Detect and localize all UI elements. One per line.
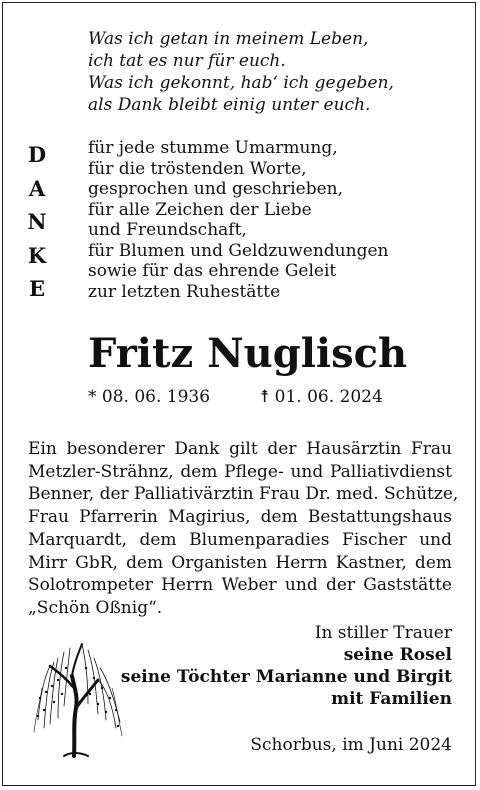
thanks-line: für jede stumme Umarmung, — [88, 138, 338, 158]
birth-date: * 08. 06. 1936 — [88, 387, 211, 407]
special-line: Frau Pfarrerin Magirius, dem Bestattungshaus — [28, 507, 452, 528]
mourner-daughters: seine Töchter Marianne und Birgit — [120, 667, 452, 687]
thanks-list — [88, 138, 448, 302]
deceased-name: Fritz Nuglisch — [88, 330, 408, 377]
place-and-date: Schorbus, im Juni 2024 — [250, 735, 452, 755]
thanks-line: für die tröstenden Worte, — [88, 158, 307, 179]
special-thanks — [28, 438, 459, 620]
special-line: Benner, der Palliativärztin Frau Dr. med. Schütze, — [28, 484, 459, 505]
mourning-intro: In stiller Trauer — [314, 623, 452, 643]
special-line: „Schön Oßnig“. — [28, 597, 163, 618]
thanks-line: gesprochen und geschrieben, — [88, 179, 344, 199]
danke-letter: A — [28, 175, 46, 201]
thanks-line: für alle Zeichen der Liebe — [88, 199, 312, 220]
thanks-line: für Blumen und Geldzuwendungen — [88, 240, 389, 261]
danke-letter: N — [27, 209, 47, 234]
thanks-line: und Freundschaft, — [88, 220, 247, 240]
poem-line: Was ich getan in meinem Leben, — [88, 29, 369, 49]
special-line: Mirr GbR, dem Organisten Herrn Kastner, dem — [28, 552, 452, 573]
mourner-families: mit Familien — [331, 689, 452, 709]
mourner-wife: seine Rosel — [343, 645, 452, 665]
danke-letter: K — [27, 242, 47, 268]
special-line: Ein besonderer Dank gilt der Hausärztin Frau — [28, 439, 452, 459]
thanks-line: sowie für das ehrende Geleit — [88, 261, 337, 281]
poem-line: als Dank bleibt einig unter euch. — [88, 95, 371, 115]
danke-letter: D — [27, 142, 47, 167]
danke-vertical — [24, 138, 50, 306]
thanks-line: zur letzten Ruhestätte — [88, 281, 281, 302]
poem-line: ich tat es nur für euch. — [88, 51, 286, 71]
death-date: ☨ 01. 06. 2024 — [260, 387, 383, 407]
special-line: Solotrompeter Herrn Weber und der Gaststätte — [28, 575, 452, 596]
special-line: Metzler-Strähnz, dem Pflege- und Palliativdienst — [28, 461, 452, 482]
mourners-signature — [112, 622, 452, 710]
poem-line: Was ich gekonnt, hab‘ ich gegeben, — [88, 73, 394, 93]
poem — [88, 28, 448, 116]
danke-letter: E — [28, 276, 45, 301]
special-line: Marquardt, dem Blumenparadies Fischer und — [28, 529, 452, 550]
